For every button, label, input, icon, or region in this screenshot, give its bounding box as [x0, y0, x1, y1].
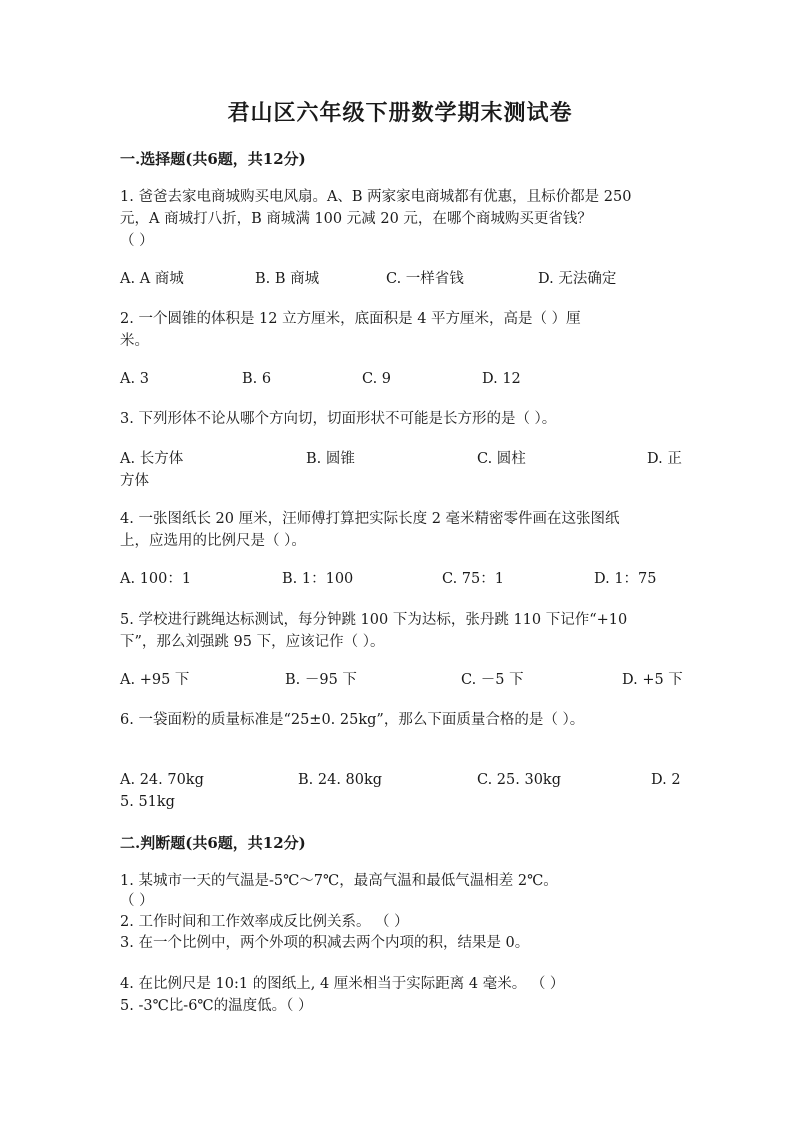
question-text-line: 米。	[120, 333, 149, 349]
page-title: 君山区六年级下册数学期末测试卷	[227, 100, 573, 126]
option-a: A. +95 下	[120, 672, 190, 688]
question-3	[120, 408, 680, 430]
option-d-wrap: 5. 51kg	[120, 794, 175, 810]
judgement-line: 4. 在比例尺是 10:1 的图纸上, 4 厘米相当于实际距离 4 毫米。 （ ）	[120, 976, 565, 992]
question-text-line: 下”，那么刘强跳 95 下，应该记作（ ）。	[120, 634, 385, 650]
option-d: D. 正	[647, 451, 682, 467]
option-b: B. 24. 80kg	[298, 772, 383, 788]
judgement-line: 5. -3℃比-6℃的温度低。（ ）	[120, 998, 313, 1014]
option-a: A. 长方体	[120, 451, 184, 467]
option-d: D. +5 下	[622, 672, 683, 688]
answer-blank: （ ）	[120, 233, 154, 249]
option-c: C. －5 下	[461, 672, 524, 688]
question-4	[120, 508, 680, 552]
section-heading-judgement: 二.判断题(共6题，共12分)	[120, 834, 306, 852]
judgement-line: 3. 在一个比例中，两个外项的积减去两个内项的积，结果是 0。	[120, 935, 530, 951]
option-c: C. 一样省钱	[386, 271, 464, 287]
question-1	[120, 186, 680, 252]
question-text-line: 2. 一个圆锥的体积是 12 立方厘米，底面积是 4 平方厘米，高是（ ）厘	[120, 311, 581, 327]
option-b: B. 圆锥	[306, 451, 355, 467]
question-5	[120, 609, 680, 653]
option-d-wrap: 方体	[120, 473, 149, 489]
question-text-line: 上，应选用的比例尺是（ ）。	[120, 533, 306, 549]
question-text-line: 4. 一张图纸长 20 厘米，汪师傅打算把实际长度 2 毫米精密零件画在这张图纸	[120, 511, 620, 527]
question-6	[120, 709, 680, 731]
answer-blank: （ ）	[120, 893, 154, 909]
option-b: B. 6	[242, 371, 272, 387]
option-c: C. 25. 30kg	[477, 772, 561, 788]
question-text-line: 1. 爸爸去家电商城购买电风扇。A、B 两家家电商城都有优惠，且标价都是 250	[120, 189, 632, 205]
option-a: A. 24. 70kg	[120, 772, 204, 788]
option-d: D. 12	[482, 371, 521, 387]
option-d: D. 无法确定	[538, 271, 617, 287]
option-b: B. 1：100	[282, 571, 354, 587]
option-b: B. －95 下	[285, 672, 357, 688]
judgement-line: 1. 某城市一天的气温是-5℃～7℃，最高气温和最低气温相差 2℃。	[120, 873, 558, 889]
section-heading-choice: 一.选择题(共6题，共12分)	[120, 150, 306, 168]
question-text-line: 6. 一袋面粉的质量标准是“25±0. 25kg”，那么下面质量合格的是（ ）。	[120, 712, 585, 728]
question-2	[120, 308, 680, 352]
option-a: A. A 商城	[120, 271, 184, 287]
judgement-line: 2. 工作时间和工作效率成反比例关系。 （ ）	[120, 914, 409, 930]
question-text-line: 3. 下列形体不论从哪个方向切，切面形状不可能是长方形的是（ ）。	[120, 411, 557, 427]
option-a: A. 100：1	[120, 571, 192, 587]
option-a: A. 3	[120, 371, 149, 387]
option-b: B. B 商城	[255, 271, 320, 287]
option-d: D. 1：75	[594, 571, 657, 587]
option-c: C. 75：1	[442, 571, 504, 587]
option-c: C. 9	[362, 371, 392, 387]
option-d: D. 2	[651, 772, 681, 788]
question-text-line: 元，A 商城打八折，B 商城满 100 元减 20 元，在哪个商城购买更省钱？	[120, 211, 592, 227]
question-text-line: 5. 学校进行跳绳达标测试，每分钟跳 100 下为达标，张丹跳 110 下记作“+10	[120, 612, 628, 628]
option-c: C. 圆柱	[477, 451, 526, 467]
